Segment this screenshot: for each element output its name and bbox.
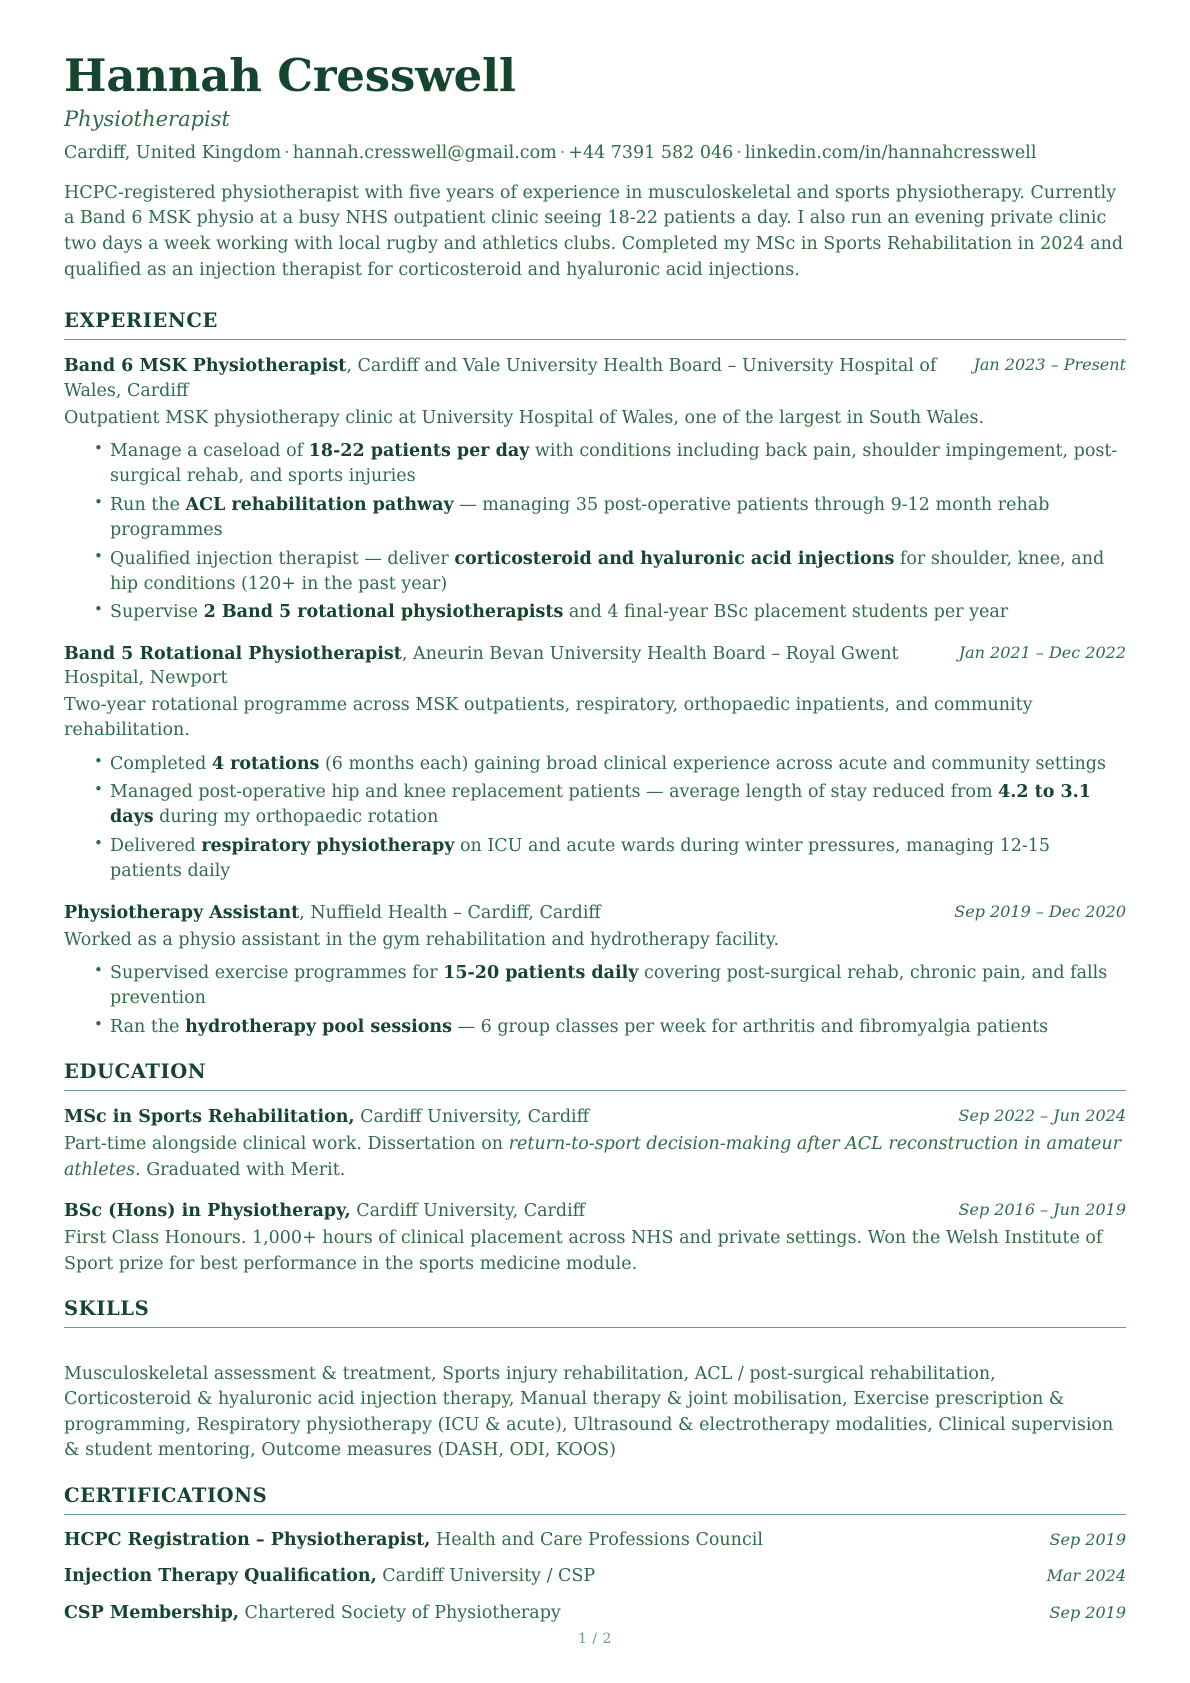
page-title: Hannah Cresswell (64, 49, 516, 102)
education-entry (64, 1199, 1126, 1277)
section-certifications (64, 1484, 1126, 1626)
list-item: • Run the ACL rehabilitation pathway — managing 35 post-operative patients through 9-12 month rehab programmes (94, 493, 1126, 544)
section-title-certifications: CERTIFICATIONS (64, 1483, 268, 1507)
section-education (64, 1060, 1126, 1277)
certification-row (64, 1529, 1126, 1553)
contact-separator-3: · (736, 142, 742, 163)
list-item: • Supervise 2 Band 5 rotational physiotherapists and 4 final-year BSc placement students per year (94, 600, 1126, 625)
list-item: • Delivered respiratory physiotherapy on ICU and acute wards during winter pressures, managing 12-15 patients daily (94, 834, 1126, 885)
entry-date: Sep 2019 – Dec 2020 (954, 901, 1126, 921)
section-title-skills: SKILLS (64, 1297, 150, 1321)
entry-description: Worked as a physio assistant in the gym rehabilitation and hydrotherapy facility. (64, 929, 780, 950)
entry-date: Sep 2016 – Jun 2019 (958, 1200, 1126, 1220)
entry-description: First Class Honours. 1,000+ hours of clinical placement across NHS and private settings. Won the Welsh Institute of Sport prize for best performance in the sports medicine module. (64, 1228, 1103, 1274)
certification-row (64, 1602, 1126, 1626)
entry-title-org (64, 901, 940, 925)
certification-date: Mar 2024 (1046, 1566, 1126, 1586)
entry-header (64, 354, 1126, 402)
entry-org: , Cardiff and Vale University Health Board – University Hospital of Wales, Cardiff (64, 356, 937, 401)
resume-header (64, 49, 1126, 283)
section-divider (64, 339, 1126, 340)
contact-linkedin[interactable]: linkedin.com/in/hannahcresswell (744, 142, 1037, 163)
certification-issuer: Cardiff University / CSP (376, 1566, 596, 1587)
entry-header (64, 642, 1126, 690)
entry-degree-org (64, 1105, 945, 1129)
entry-title-org (64, 642, 945, 690)
skills-spacer (64, 1342, 1126, 1352)
entry-description: Outpatient MSK physiotherapy clinic at University Hospital of Wales, one of the largest in South Wales. (64, 407, 985, 428)
entry-header (64, 1199, 1126, 1223)
section-divider (64, 1514, 1126, 1515)
certification-row (64, 1565, 1126, 1589)
entry-date: Sep 2022 – Jun 2024 (958, 1106, 1126, 1126)
entry-role: Band 5 Rotational Physiotherapist (64, 643, 402, 664)
entry-bullet-list (64, 752, 1126, 885)
professional-headline: Physiotherapist (64, 106, 230, 131)
section-divider (64, 1090, 1126, 1091)
entry-bullet-list (64, 961, 1126, 1040)
certification-name-issuer (64, 1602, 1036, 1626)
entry-description: Part-time alongside clinical work. Dissertation on return-to-sport decision-making after ACL reconstruction in amateur athletes. Graduated with Merit. (64, 1134, 1122, 1180)
contact-separator-2: · (559, 142, 566, 163)
entry-org: Cardiff University, Cardiff (354, 1107, 590, 1128)
list-item: • Completed 4 rotations (6 months each) gaining broad clinical experience across acute and community settings (94, 752, 1126, 777)
section-divider (64, 1327, 1126, 1328)
certification-date: Sep 2019 (1049, 1529, 1126, 1549)
profile-summary: HCPC-registered physiotherapist with five years of experience in musculoskeletal and sports physiotherapy. Currently a Band 6 MSK physio at a busy NHS outpatient clinic seeing 18-22 patients a day. I also run an evening private clinic two days a week working with local rugby and athletics clubs. Completed my MSc in Sports Rehabilitation in 2024 and qualified as an injection therapist for corticosteroid and hyaluronic acid injections. (64, 182, 1124, 280)
list-item: • Manage a caseload of 18-22 patients per day with conditions including back pain, shoulder impingement, post-surgical rehab, and sports injuries (94, 439, 1126, 490)
entry-degree: MSc in Sports Rehabilitation, (64, 1107, 355, 1128)
contact-phone[interactable]: +44 7391 582 046 (568, 142, 734, 163)
certification-name: CSP Membership, (64, 1602, 239, 1623)
list-item: • Managed post-operative hip and knee replacement patients — average length of stay reduced from 4.2 to 3.1 days during my orthopaedic rotation (94, 780, 1126, 831)
certification-name: HCPC Registration – Physiotherapist, (64, 1529, 431, 1550)
section-title-education: EDUCATION (64, 1060, 207, 1084)
page-footer: 1 / 2 (578, 1631, 612, 1647)
entry-org: , Nuffield Health – Cardiff, Cardiff (299, 902, 601, 923)
experience-entry (64, 901, 1126, 1041)
certification-issuer: Chartered Society of Physiotherapy (238, 1602, 561, 1623)
entry-date: Jan 2023 – Present (973, 355, 1126, 375)
entry-role: Band 6 MSK Physiotherapist (64, 356, 347, 377)
list-item: • Supervised exercise programmes for 15-20 patients daily covering post-surgical rehab, chronic pain, and falls prevention (94, 961, 1126, 1012)
entry-header (64, 1105, 1126, 1129)
certification-name: Injection Therapy Qualification, (64, 1566, 377, 1587)
certification-name-issuer (64, 1565, 1033, 1589)
section-skills (64, 1297, 1126, 1464)
entry-description: Two-year rotational programme across MSK outpatients, respiratory, orthopaedic inpatients, and community rehabilitation. (64, 694, 1033, 741)
certification-date: Sep 2019 (1049, 1602, 1126, 1622)
entry-title-org (64, 354, 959, 402)
section-title-experience: EXPERIENCE (64, 309, 218, 333)
contact-separator-1: · (284, 142, 290, 163)
education-entry (64, 1105, 1126, 1183)
contact-line (64, 142, 1126, 165)
contact-location: Cardiff, United Kingdom (64, 142, 282, 163)
entry-org: , Aneurin Bevan University Health Board – Royal Gwent Hospital, Newport (64, 643, 899, 688)
entry-date: Jan 2021 – Dec 2022 (958, 642, 1126, 662)
entry-role: Physiotherapy Assistant (64, 902, 300, 923)
list-item: • Ran the hydrotherapy pool sessions — 6 group classes per week for arthritis and fibromyalgia patients (94, 1015, 1126, 1040)
section-experience (64, 309, 1126, 1040)
skills-list: Musculoskeletal assessment & treatment, Sports injury rehabilitation, ACL / post-surgical rehabilitation, Corticosteroid & hyaluronic acid injection therapy, Manual therapy & joint mobilisation, Exercise prescription & programming, Respiratory physiotherapy (ICU & acute), Ultrasound & electrotherapy modalities, Clinical supervision & student mentoring, Outcome measures (DASH, ODI, KOOS) (64, 1364, 1114, 1461)
experience-entry (64, 354, 1126, 625)
certification-issuer: Health and Care Professions Council (430, 1529, 763, 1550)
entry-org: Cardiff University, Cardiff (350, 1201, 586, 1222)
entry-bullet-list (64, 439, 1126, 626)
list-item: • Qualified injection therapist — deliver corticosteroid and hyaluronic acid injections for shoulder, knee, and hip conditions (120+ in the past year) (94, 547, 1126, 598)
entry-header (64, 901, 1126, 925)
certification-name-issuer (64, 1529, 1036, 1553)
experience-entry (64, 642, 1126, 885)
entry-degree: BSc (Hons) in Physiotherapy, (64, 1201, 351, 1222)
entry-degree-org (64, 1199, 945, 1223)
contact-email[interactable]: hannah.cresswell@gmail.com (292, 142, 557, 163)
